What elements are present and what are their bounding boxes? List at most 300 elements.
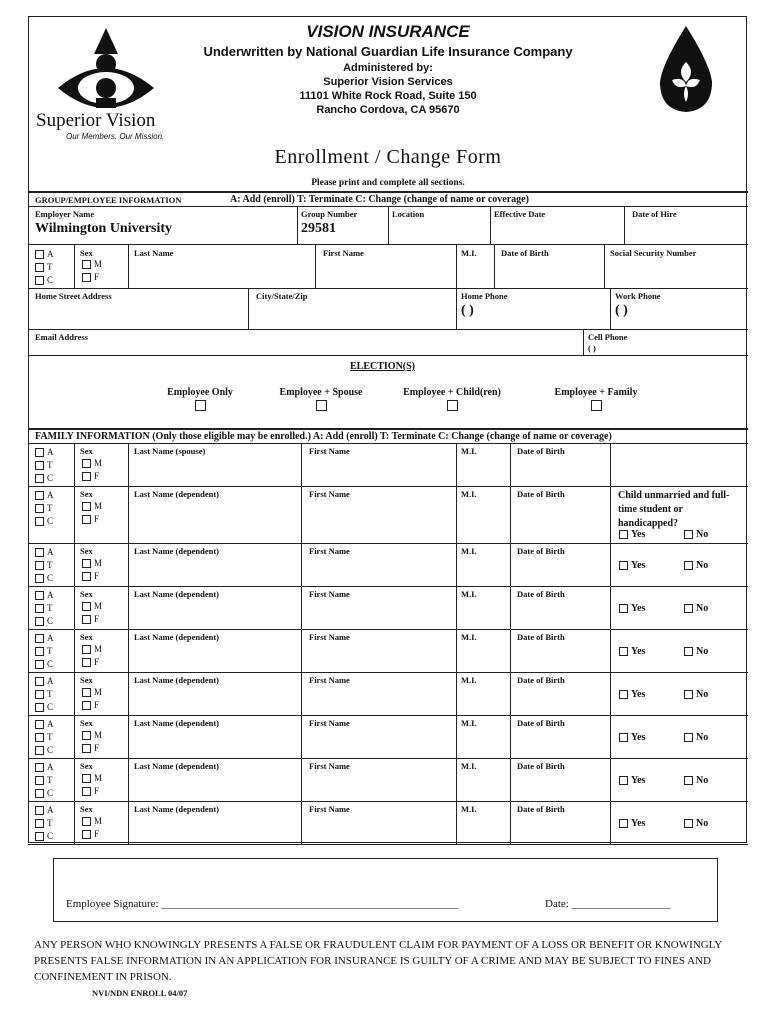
divider <box>28 329 748 330</box>
election-employee-spouse[interactable]: Employee + Spouse <box>256 387 386 411</box>
divider <box>74 758 75 801</box>
divider <box>28 715 748 716</box>
family-action-group <box>35 761 54 800</box>
mi-label: M.I. <box>461 632 477 642</box>
last-name-label: Last Name (dependent) <box>134 718 219 728</box>
divider <box>610 715 611 758</box>
action-change-checkbox[interactable] <box>35 658 54 671</box>
divider <box>583 329 584 355</box>
last-name-label: Last Name (spouse) <box>134 446 206 456</box>
sex-group <box>82 457 102 483</box>
divider <box>28 191 748 193</box>
action-add-checkbox[interactable] <box>35 675 54 688</box>
action-add-checkbox[interactable]: A <box>35 248 54 261</box>
sex-male-checkbox[interactable] <box>82 457 102 470</box>
no-label: No <box>696 818 709 829</box>
home-address-label: Home Street Address <box>35 291 112 301</box>
action-letter: T <box>47 603 53 613</box>
action-letter: T <box>47 460 53 470</box>
child-status-yes-checkbox[interactable] <box>619 689 645 700</box>
first-name-label: First Name <box>309 804 350 814</box>
action-letter: C <box>47 516 54 526</box>
brand-name: Superior Vision <box>36 110 156 131</box>
action-add-checkbox[interactable] <box>35 489 54 502</box>
administrator: Superior Vision Services <box>323 76 453 88</box>
divider <box>28 672 748 673</box>
action-add-checkbox[interactable] <box>35 804 54 817</box>
first-name-label: First Name <box>309 675 350 685</box>
child-status-no-checkbox[interactable] <box>684 732 708 743</box>
family-section-label: FAMILY INFORMATION (Only those eligible may be enrolled.) A: Add (enroll) T: Terminate C: Change (change of name or coverage) <box>35 431 612 442</box>
group-number-label: Group Number <box>301 209 358 219</box>
administered-by: Administered by: <box>343 62 433 74</box>
divider <box>297 206 298 244</box>
yes-label: Yes <box>631 775 646 786</box>
no-label: No <box>696 603 709 614</box>
action-letter: T <box>47 560 53 570</box>
sex-letter: F <box>94 571 100 581</box>
sex-female-checkbox[interactable] <box>82 513 102 526</box>
action-letter: T <box>47 732 53 742</box>
date-of-hire-label: Date of Hire <box>632 209 677 219</box>
child-status-yes-checkbox[interactable] <box>619 775 645 786</box>
mi-label: M.I. <box>461 446 477 456</box>
dob-label: Date of Birth <box>517 446 565 456</box>
family-action-group <box>35 804 54 843</box>
divider <box>74 543 75 586</box>
action-letter: A <box>47 676 54 686</box>
action-terminate-checkbox[interactable] <box>35 817 54 830</box>
sex-group <box>82 686 102 712</box>
divider <box>494 244 495 288</box>
sex-female-checkbox[interactable] <box>82 699 102 712</box>
child-status-yes-checkbox[interactable] <box>619 818 645 829</box>
sex-female-checkbox[interactable] <box>82 470 102 483</box>
action-terminate-checkbox[interactable] <box>35 645 54 658</box>
divider <box>128 543 129 586</box>
sex-female-checkbox[interactable] <box>82 785 102 798</box>
divider <box>610 586 611 629</box>
effective-date-label: Effective Date <box>494 209 546 219</box>
dob-label: Date of Birth <box>517 761 565 771</box>
divider <box>28 486 748 487</box>
divider <box>28 428 748 430</box>
divider <box>128 715 129 758</box>
elections-label: ELECTION(S) <box>350 361 416 372</box>
sex-group <box>82 500 102 526</box>
divider <box>510 758 511 801</box>
divider <box>610 486 611 543</box>
family-action-group <box>35 675 54 714</box>
sex-male-checkbox[interactable] <box>82 686 102 699</box>
sex-letter: F <box>94 829 100 839</box>
divider <box>610 543 611 586</box>
yes-label: Yes <box>631 603 646 614</box>
dob-label: Date of Birth <box>517 489 565 499</box>
city-state-zip-label: City/State/Zip <box>256 291 308 301</box>
brand-tagline: Our Members. Our Mission. <box>66 132 165 141</box>
no-label: No <box>696 689 709 700</box>
action-change-checkbox[interactable] <box>35 472 54 485</box>
action-add-checkbox[interactable] <box>35 761 54 774</box>
mi-label: M.I. <box>461 804 477 814</box>
sex-group <box>82 600 102 626</box>
sex-male-checkbox[interactable] <box>82 600 102 613</box>
sex-letter: M <box>94 644 103 654</box>
divider <box>74 629 75 672</box>
yes-label: Yes <box>631 818 646 829</box>
family-action-group <box>35 589 54 628</box>
action-change-checkbox[interactable]: C <box>35 274 54 287</box>
action-terminate-checkbox[interactable] <box>35 774 54 787</box>
mi-label: M.I. <box>461 489 477 499</box>
action-letter: T <box>47 775 53 785</box>
action-change-checkbox[interactable] <box>35 572 54 585</box>
sex-group <box>82 557 102 583</box>
ssn-label: Social Security Number <box>610 248 697 258</box>
action-terminate-checkbox[interactable] <box>35 459 54 472</box>
last-name-label: Last Name (dependent) <box>134 546 219 556</box>
first-name-label: First Name <box>309 489 350 499</box>
action-change-checkbox[interactable] <box>35 787 54 800</box>
last-name-label: Last Name (dependent) <box>134 589 219 599</box>
sex-male-checkbox[interactable]: M <box>82 258 102 271</box>
sex-label: Sex <box>80 446 93 456</box>
divider <box>74 586 75 629</box>
divider <box>128 758 129 801</box>
action-letter: A <box>47 762 54 772</box>
action-letter: C <box>47 659 54 669</box>
action-letter: A <box>47 490 54 500</box>
first-name-label: First Name <box>309 761 350 771</box>
sex-label: Sex <box>80 248 93 258</box>
cell-phone-label: Cell Phone <box>588 332 628 342</box>
sex-male-checkbox[interactable] <box>82 815 102 828</box>
dob-label: Date of Birth <box>517 675 565 685</box>
action-terminate-checkbox[interactable] <box>35 502 54 515</box>
no-label: No <box>696 560 709 571</box>
divider <box>301 672 302 715</box>
action-letter: C <box>47 616 54 626</box>
group-section-label: GROUP/EMPLOYEE INFORMATION <box>35 195 182 205</box>
divider <box>610 758 611 801</box>
sex-letter: F <box>94 471 100 481</box>
sex-label: Sex <box>80 761 93 771</box>
divider <box>128 801 129 844</box>
family-action-group <box>35 632 54 671</box>
divider <box>301 801 302 844</box>
divider <box>510 715 511 758</box>
divider <box>510 543 511 586</box>
divider <box>456 758 457 801</box>
child-status-no-checkbox[interactable] <box>684 646 708 657</box>
divider <box>388 206 389 244</box>
sex-letter: F <box>94 657 100 667</box>
divider <box>128 486 129 543</box>
family-action-group <box>35 546 54 585</box>
action-add-checkbox[interactable] <box>35 589 54 602</box>
home-phone-field[interactable]: ( ) <box>461 303 474 318</box>
divider <box>28 244 748 245</box>
divider <box>510 629 511 672</box>
divider <box>28 844 748 845</box>
family-action-group <box>35 446 54 485</box>
home-phone-label: Home Phone <box>461 291 508 301</box>
sex-label: Sex <box>80 675 93 685</box>
divider <box>456 486 457 543</box>
sex-female-checkbox[interactable] <box>82 656 102 669</box>
sex-male-checkbox[interactable] <box>82 729 102 742</box>
divider <box>74 672 75 715</box>
action-letter: C <box>47 788 54 798</box>
form-title: Enrollment / Change Form <box>274 146 502 168</box>
divider <box>74 244 75 288</box>
divider <box>301 443 302 486</box>
divider <box>28 801 748 802</box>
sex-label: Sex <box>80 589 93 599</box>
divider <box>28 543 748 544</box>
employer-name-field[interactable]: Wilmington University <box>35 221 173 236</box>
cell-phone-field[interactable]: ( ) <box>588 343 596 353</box>
work-phone-label: Work Phone <box>615 291 661 301</box>
signature-date-field[interactable]: Date: __________________ <box>545 898 671 910</box>
action-letter: T <box>47 818 53 828</box>
sex-letter: M <box>94 501 103 511</box>
action-add-checkbox[interactable] <box>35 546 54 559</box>
divider <box>456 586 457 629</box>
divider <box>610 801 611 844</box>
action-letter: C <box>47 473 54 483</box>
action-change-checkbox[interactable] <box>35 701 54 714</box>
sex-female-checkbox[interactable] <box>82 613 102 626</box>
dob-label: Date of Birth <box>517 804 565 814</box>
action-add-checkbox[interactable] <box>35 446 54 459</box>
sex-group <box>82 772 102 798</box>
child-status-no-checkbox[interactable] <box>684 603 708 614</box>
sex-letter: M <box>94 558 103 568</box>
last-name-label: Last Name (dependent) <box>134 489 219 499</box>
child-status-yes-checkbox[interactable] <box>619 560 645 571</box>
sex-female-checkbox[interactable] <box>82 742 102 755</box>
mi-label: M.I. <box>461 546 477 556</box>
mi-label: M.I. <box>461 675 477 685</box>
divider <box>610 443 611 486</box>
child-status-no-checkbox[interactable] <box>684 689 708 700</box>
sex-female-checkbox[interactable] <box>82 828 102 841</box>
divider <box>28 586 748 587</box>
action-change-checkbox[interactable] <box>35 744 54 757</box>
divider <box>128 244 129 288</box>
mi-label: M.I. <box>461 248 477 258</box>
divider <box>456 443 457 486</box>
address-line-2: Rancho Cordova, CA 95670 <box>316 104 460 116</box>
family-action-group <box>35 489 54 528</box>
fraud-disclaimer: ANY PERSON WHO KNOWINGLY PRESENTS A FALSE OR FRAUDULENT CLAIM FOR PAYMENT OF A LOSS OR BENEFIT OR KNOWINGLY PRESENTS FALSE INFORMATION IN AN APPLICATION FOR INSURANCE IS GUILTY OF A CRIME AND MAY BE SUBJECT TO FINES AND CONFINEMENT IN PRISON. <box>34 939 722 983</box>
child-status-yes-checkbox[interactable] <box>619 529 645 540</box>
sex-letter: F <box>94 786 100 796</box>
sex-male-checkbox[interactable] <box>82 643 102 656</box>
divider <box>604 244 605 288</box>
divider <box>315 244 316 288</box>
sex-group <box>82 258 102 284</box>
action-change-checkbox[interactable] <box>35 515 54 528</box>
divider <box>301 629 302 672</box>
first-name-label: First Name <box>309 546 350 556</box>
divider <box>456 629 457 672</box>
yes-label: Yes <box>631 529 646 540</box>
sex-label: Sex <box>80 632 93 642</box>
dob-label: Date of Birth <box>517 589 565 599</box>
action-terminate-checkbox[interactable]: T <box>35 261 54 274</box>
divider <box>456 672 457 715</box>
employee-action-group <box>35 248 54 287</box>
divider <box>28 443 748 444</box>
divider <box>456 543 457 586</box>
divider <box>248 288 249 329</box>
action-letter: T <box>47 689 53 699</box>
child-status-no-checkbox[interactable] <box>684 775 708 786</box>
child-status-yes-checkbox[interactable] <box>619 603 645 614</box>
action-terminate-checkbox[interactable] <box>35 602 54 615</box>
action-letter: A <box>47 447 54 457</box>
dob-label: Date of Birth <box>517 632 565 642</box>
mi-label: M.I. <box>461 589 477 599</box>
employee-signature-field[interactable]: Employee Signature: ______________________________________________________ <box>66 898 459 910</box>
divider <box>74 443 75 486</box>
sex-male-checkbox[interactable] <box>82 557 102 570</box>
address-line-1: 11101 White Rock Road, Suite 150 <box>299 90 477 102</box>
child-status-no-checkbox[interactable] <box>684 818 708 829</box>
last-name-label: Last Name (dependent) <box>134 675 219 685</box>
action-letter: A <box>47 719 54 729</box>
last-name-label: Last Name (dependent) <box>134 632 219 642</box>
yes-label: Yes <box>631 732 646 743</box>
divider <box>128 629 129 672</box>
sex-letter: F <box>94 700 100 710</box>
sex-letter: M <box>94 816 103 826</box>
action-change-checkbox[interactable] <box>35 830 54 843</box>
divider <box>128 672 129 715</box>
sex-female-checkbox[interactable] <box>82 570 102 583</box>
divider <box>128 443 129 486</box>
group-action-codes: A: Add (enroll) T: Terminate C: Change (change of name or coverage) <box>230 194 529 205</box>
divider <box>74 486 75 543</box>
divider <box>28 758 748 759</box>
instructions: Please print and complete all sections. <box>311 178 465 188</box>
dob-label: Date of Birth <box>517 718 565 728</box>
action-letter: T <box>47 503 53 513</box>
divider <box>610 288 611 329</box>
child-status-no-checkbox[interactable] <box>684 560 708 571</box>
child-status-question: Child unmarried and full-time student or handicapped? <box>618 490 730 529</box>
last-name-label: Last Name <box>134 248 174 258</box>
email-label: Email Address <box>35 332 88 342</box>
sex-male-checkbox[interactable] <box>82 772 102 785</box>
dob-label: Date of Birth <box>517 546 565 556</box>
sex-letter: M <box>94 773 103 783</box>
action-letter: A <box>47 633 54 643</box>
underwriter: Underwritten by National Guardian Life Insurance Company <box>203 44 573 59</box>
first-name-label: First Name <box>309 718 350 728</box>
sex-group <box>82 815 102 841</box>
divider <box>456 288 457 329</box>
divider <box>624 206 625 244</box>
divider <box>301 486 302 543</box>
divider <box>301 715 302 758</box>
mi-label: M.I. <box>461 761 477 771</box>
sex-letter: M <box>94 730 103 740</box>
child-status-yes-checkbox[interactable] <box>619 732 645 743</box>
sex-letter: F <box>94 743 100 753</box>
divider <box>510 443 511 486</box>
sex-label: Sex <box>80 804 93 814</box>
divider <box>301 758 302 801</box>
sex-male-checkbox[interactable] <box>82 500 102 513</box>
no-label: No <box>696 732 709 743</box>
divider <box>74 801 75 844</box>
action-letter: C <box>47 745 54 755</box>
location-label: Location <box>392 209 425 219</box>
election-employee-only[interactable]: Employee Only <box>150 387 250 411</box>
divider <box>456 801 457 844</box>
action-letter: C <box>47 831 54 841</box>
work-phone-field[interactable]: ( ) <box>615 303 628 318</box>
divider <box>456 715 457 758</box>
no-label: No <box>696 775 709 786</box>
action-terminate-checkbox[interactable] <box>35 559 54 572</box>
first-name-label: First Name <box>323 248 364 258</box>
action-change-checkbox[interactable] <box>35 615 54 628</box>
divider <box>456 244 457 288</box>
election-employee-children[interactable]: Employee + Child(ren) <box>376 387 528 411</box>
page-title: VISION INSURANCE <box>306 22 470 41</box>
first-name-label: First Name <box>309 446 350 456</box>
sex-letter: M <box>94 458 103 468</box>
divider <box>610 672 611 715</box>
group-number-field[interactable]: 29581 <box>301 221 336 236</box>
action-letter: C <box>47 702 54 712</box>
action-add-checkbox[interactable] <box>35 632 54 645</box>
divider <box>74 715 75 758</box>
sex-female-checkbox[interactable]: F <box>82 271 102 284</box>
election-employee-family[interactable]: Employee + Family <box>518 387 674 411</box>
divider <box>128 586 129 629</box>
child-status-no-checkbox[interactable] <box>684 529 708 540</box>
divider <box>510 486 511 543</box>
sex-letter: M <box>94 601 103 611</box>
yes-label: Yes <box>631 689 646 700</box>
family-action-group <box>35 718 54 757</box>
sex-label: Sex <box>80 718 93 728</box>
action-terminate-checkbox[interactable] <box>35 731 54 744</box>
action-letter: A <box>47 547 54 557</box>
no-label: No <box>696 529 709 540</box>
divider <box>490 206 491 244</box>
yes-label: Yes <box>631 646 646 657</box>
sex-label: Sex <box>80 489 93 499</box>
employer-name-label: Employer Name <box>35 209 95 219</box>
child-status-yes-checkbox[interactable] <box>619 646 645 657</box>
action-letter: C <box>47 573 54 583</box>
signature-box <box>53 858 718 922</box>
action-add-checkbox[interactable] <box>35 718 54 731</box>
action-letter: T <box>47 646 53 656</box>
sex-letter: M <box>94 687 103 697</box>
divider <box>28 288 748 289</box>
sex-group <box>82 729 102 755</box>
form-code: NVI/NDN ENROLL 04/07 <box>92 988 188 998</box>
action-terminate-checkbox[interactable] <box>35 688 54 701</box>
